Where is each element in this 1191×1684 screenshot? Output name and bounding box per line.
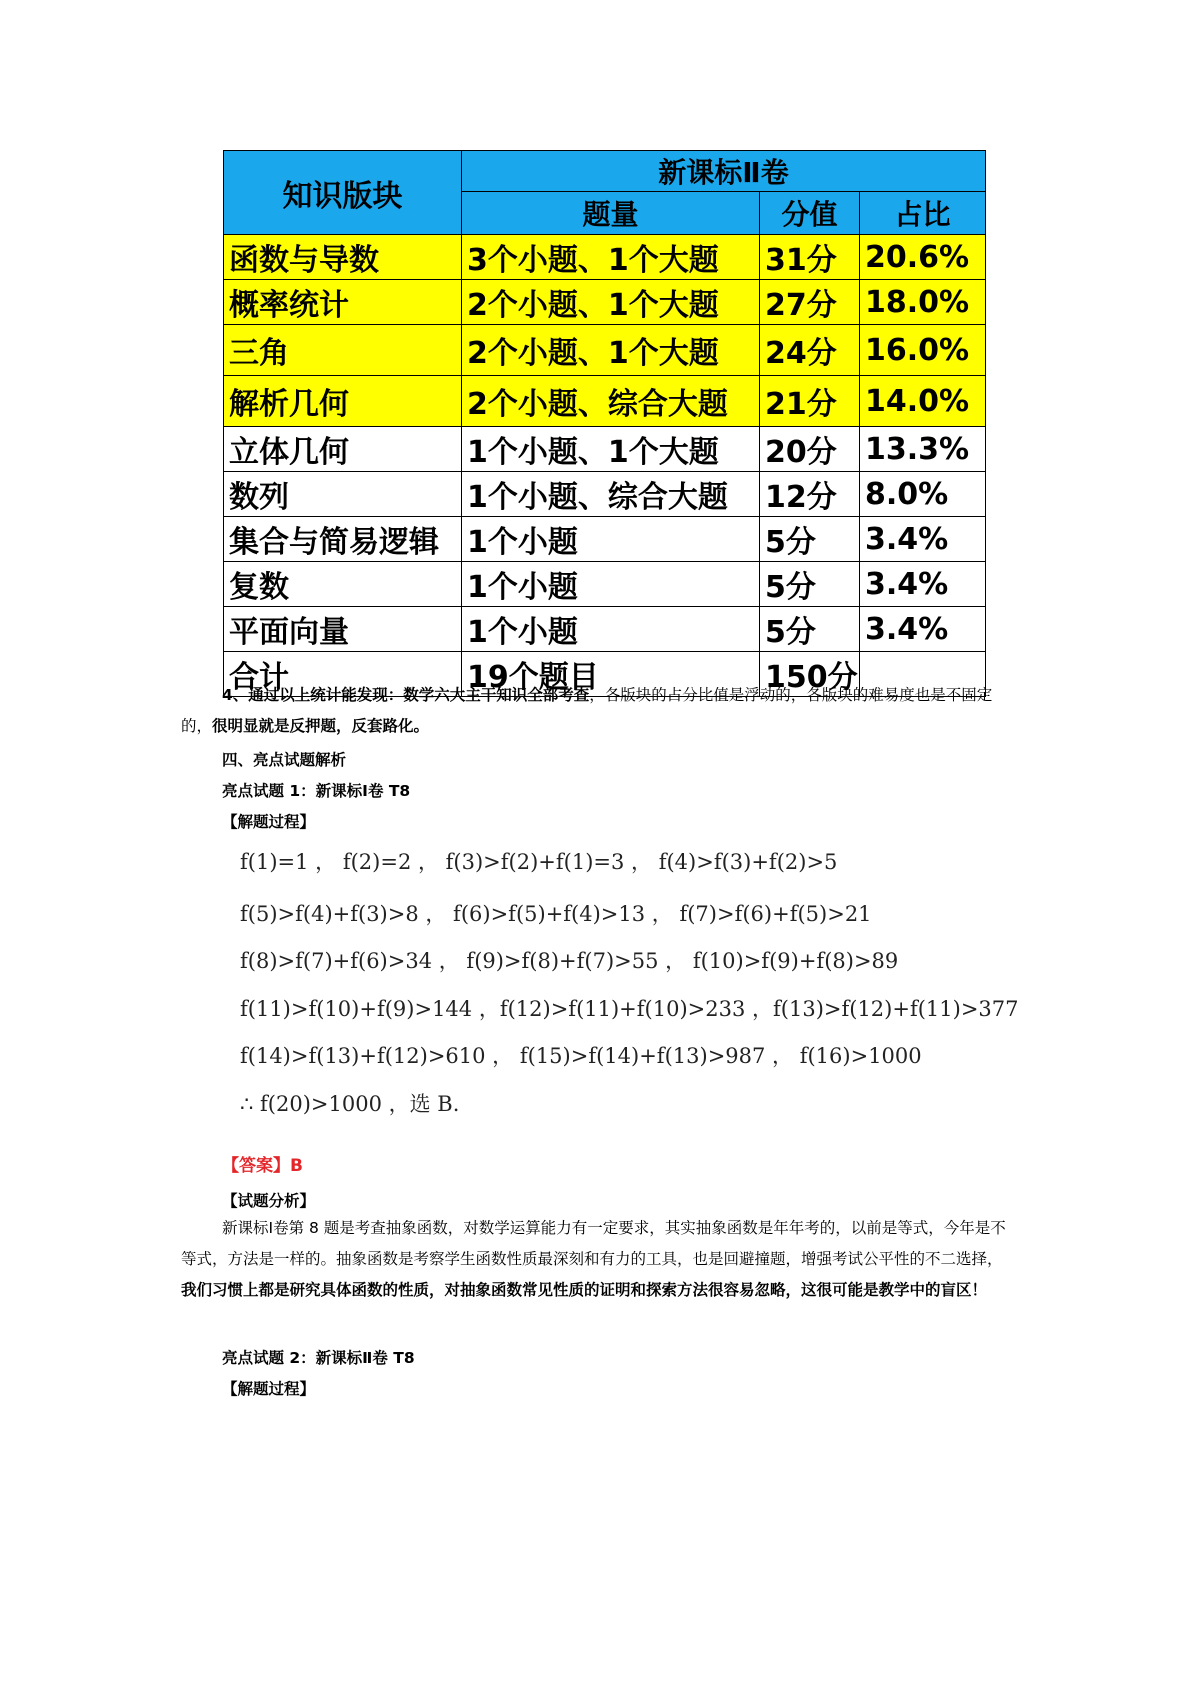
cell-score: 21分	[760, 376, 860, 427]
answer-label: 【答案】B	[222, 1156, 303, 1176]
header-knowledge: 知识版块	[224, 151, 462, 235]
finding-mid: ，各版块的占分比值是浮动的，各版块的难易度也是不固定的，	[181, 686, 993, 735]
table-row	[224, 607, 986, 652]
cell-ratio: 8.0%	[860, 472, 986, 517]
cell-knowledge: 复数	[224, 562, 462, 607]
cell-ratio: 16.0%	[860, 325, 986, 376]
analysis-paragraph	[181, 1213, 1017, 1306]
cell-ratio: 14.0%	[860, 376, 986, 427]
cell-score: 150分	[760, 652, 860, 697]
item1-title: 亮点试题 1：新课标Ⅰ卷 T8	[222, 782, 411, 800]
header-score: 分值	[760, 192, 860, 235]
table-row	[224, 235, 986, 280]
cell-ratio: 20.6%	[860, 235, 986, 280]
cell-count: 19个题目	[462, 652, 760, 697]
header-count: 题量	[462, 192, 760, 235]
cell-count: 1个小题、1个大题	[462, 427, 760, 472]
table-row	[224, 562, 986, 607]
analysis-plain: 新课标Ⅰ卷第 8 题是考查抽象函数，对数学运算能力有一定要求，其实抽象函数是年年考的，以前是等式，今年是不等式，方法是一样的。抽象函数是考察学生函数性质最深刻和有力的工具，也是回避撞题，增强考试公平性的不二选择，	[181, 1219, 1006, 1268]
cell-knowledge: 函数与导数	[224, 235, 462, 280]
cell-count: 2个小题、1个大题	[462, 280, 760, 325]
header-ratio: 占比	[860, 192, 986, 235]
cell-score: 5分	[760, 607, 860, 652]
item2-title: 亮点试题 2：新课标Ⅱ卷 T8	[222, 1349, 415, 1367]
math-line: f(1)=1 ， f(2)=2 ， f(3)>f(2)+f(1)=3 ， f(4)>f(3)+f(2)>5	[240, 850, 838, 874]
cell-count: 3个小题、1个大题	[462, 235, 760, 280]
cell-count: 2个小题、1个大题	[462, 325, 760, 376]
cell-score: 12分	[760, 472, 860, 517]
cell-knowledge: 三角	[224, 325, 462, 376]
finding-tail: 很明显就是反押题，反套路化。	[212, 717, 430, 735]
table-row	[224, 280, 986, 325]
cell-score: 20分	[760, 427, 860, 472]
analysis-bold: 我们习惯上都是研究具体函数的性质，对抽象函数常见性质的证明和探索方法很容易忽略，这很可能是教学中的盲区！	[181, 1281, 988, 1299]
cell-score: 5分	[760, 562, 860, 607]
cell-score: 27分	[760, 280, 860, 325]
table-body	[224, 235, 986, 697]
table-row	[224, 325, 986, 376]
knowledge-stat-table	[223, 150, 986, 697]
math-conclusion: ∴ f(20)>1000 ，选 B.	[240, 1092, 460, 1116]
math-line: f(11)>f(10)+f(9)>144 ，f(12)>f(11)+f(10)>233 ，f(13)>f(12)+f(11)>377	[240, 997, 1019, 1021]
math-line: f(5)>f(4)+f(3)>8 ， f(6)>f(5)+f(4)>13 ， f(7)>f(6)+f(5)>21	[240, 902, 872, 926]
cell-knowledge: 平面向量	[224, 607, 462, 652]
cell-score: 5分	[760, 517, 860, 562]
cell-knowledge: 立体几何	[224, 427, 462, 472]
finding-lead: 4、通过以上统计能发现：数学六大主干知识全部考查	[222, 686, 590, 704]
table-row	[224, 376, 986, 427]
table-row	[224, 427, 986, 472]
cell-ratio: 13.3%	[860, 427, 986, 472]
analysis-title: 【试题分析】	[222, 1192, 316, 1210]
cell-knowledge: 概率统计	[224, 280, 462, 325]
finding-paragraph	[181, 680, 1017, 742]
section-title: 四、亮点试题解析	[222, 751, 347, 769]
table-row	[224, 472, 986, 517]
cell-score: 24分	[760, 325, 860, 376]
cell-count: 1个小题	[462, 517, 760, 562]
cell-count: 2个小题、综合大题	[462, 376, 760, 427]
item1-process-label: 【解题过程】	[222, 813, 316, 831]
cell-count: 1个小题、综合大题	[462, 472, 760, 517]
cell-count: 1个小题	[462, 607, 760, 652]
cell-ratio: 3.4%	[860, 562, 986, 607]
cell-knowledge: 合计	[224, 652, 462, 697]
cell-knowledge: 数列	[224, 472, 462, 517]
cell-ratio: 3.4%	[860, 607, 986, 652]
cell-ratio: 18.0%	[860, 280, 986, 325]
cell-knowledge: 解析几何	[224, 376, 462, 427]
cell-knowledge: 集合与简易逻辑	[224, 517, 462, 562]
cell-ratio: 3.4%	[860, 517, 986, 562]
cell-score: 31分	[760, 235, 860, 280]
header-group: 新课标Ⅱ卷	[462, 151, 986, 192]
cell-count: 1个小题	[462, 562, 760, 607]
math-line: f(14)>f(13)+f(12)>610 ， f(15)>f(14)+f(13)>987 ， f(16)>1000	[240, 1044, 922, 1068]
item2-process-label: 【解题过程】	[222, 1380, 316, 1398]
table-row	[224, 517, 986, 562]
math-line: f(8)>f(7)+f(6)>34 ， f(9)>f(8)+f(7)>55 ， f(10)>f(9)+f(8)>89	[240, 949, 899, 973]
